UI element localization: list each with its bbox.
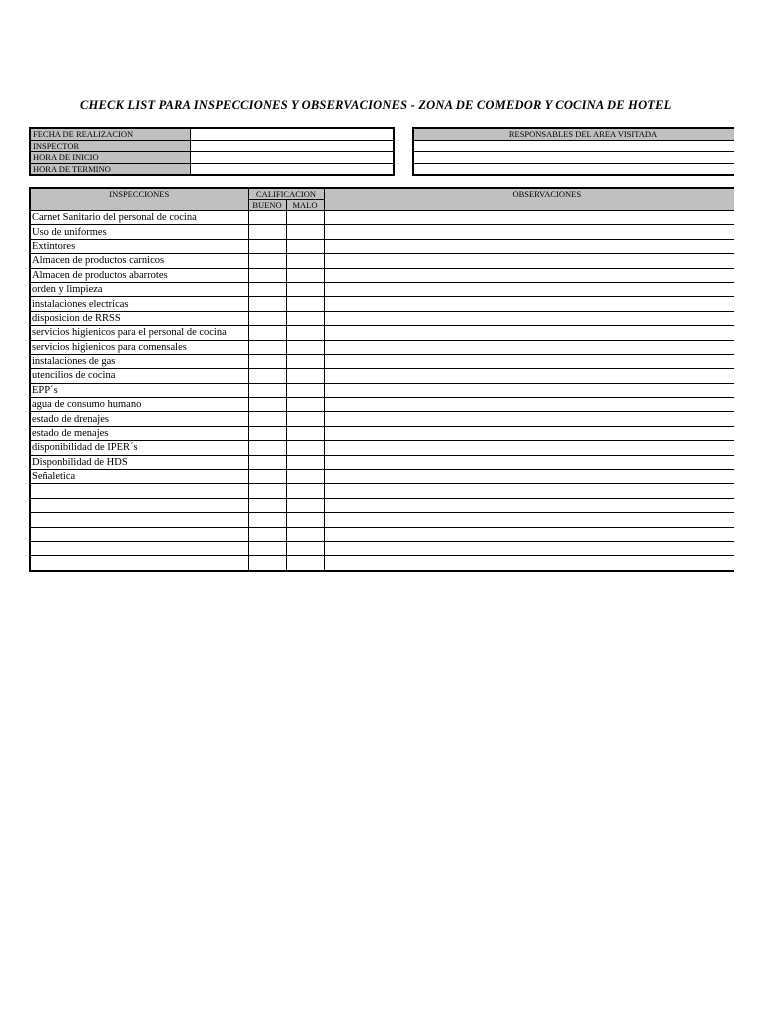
table-row xyxy=(30,556,768,571)
bueno-cell[interactable] xyxy=(248,513,286,527)
inspection-item xyxy=(30,484,248,498)
observaciones-cell[interactable] xyxy=(324,470,768,484)
table-row xyxy=(30,398,768,412)
malo-cell[interactable] xyxy=(286,541,324,555)
table-row xyxy=(30,340,768,354)
info-row xyxy=(30,140,394,152)
malo-cell[interactable] xyxy=(286,513,324,527)
inspection-item: Señaletica xyxy=(30,470,248,484)
table-row xyxy=(30,383,768,397)
info-label: HORA DE INICIO xyxy=(30,152,191,164)
observaciones-cell[interactable] xyxy=(324,498,768,512)
inspection-item: utencilios de cocina xyxy=(30,369,248,383)
table-row xyxy=(30,513,768,527)
page-title: CHECK LIST PARA INSPECCIONES Y OBSERVACIONES - ZONA DE COMEDOR Y COCINA DE HOTEL xyxy=(80,98,672,112)
inspection-item: Almacen de productos abarrotes xyxy=(30,268,248,282)
table-row xyxy=(30,354,768,368)
observaciones-cell[interactable] xyxy=(324,211,768,225)
observaciones-cell[interactable] xyxy=(324,311,768,325)
observaciones-cell[interactable] xyxy=(324,412,768,426)
table-row xyxy=(30,369,768,383)
header-malo: MALO xyxy=(286,200,324,211)
table-row xyxy=(30,225,768,239)
bueno-cell[interactable] xyxy=(248,297,286,311)
inspection-item xyxy=(30,498,248,512)
observaciones-cell[interactable] xyxy=(324,239,768,253)
observaciones-cell[interactable] xyxy=(324,225,768,239)
malo-cell[interactable] xyxy=(286,326,324,340)
inspection-item: Almacen de productos carnicos xyxy=(30,254,248,268)
observaciones-cell[interactable] xyxy=(324,326,768,340)
info-label: HORA DE TERMINO xyxy=(30,163,191,175)
table-row xyxy=(30,239,768,253)
malo-cell[interactable] xyxy=(286,297,324,311)
inspection-item: instalaciones electricas xyxy=(30,297,248,311)
info-value-field[interactable] xyxy=(191,140,395,152)
bueno-cell[interactable] xyxy=(248,498,286,512)
table-row xyxy=(30,211,768,225)
bueno-cell[interactable] xyxy=(248,326,286,340)
observaciones-cell[interactable] xyxy=(324,369,768,383)
observaciones-cell[interactable] xyxy=(324,426,768,440)
info-value-field[interactable] xyxy=(191,163,395,175)
table-row xyxy=(30,527,768,541)
header-inspecciones: INSPECCIONES xyxy=(30,188,248,211)
observaciones-cell[interactable] xyxy=(324,527,768,541)
inspection-item: Carnet Sanitario del personal de cocina xyxy=(30,211,248,225)
table-row xyxy=(30,484,768,498)
info-row xyxy=(30,128,394,140)
bueno-cell[interactable] xyxy=(248,340,286,354)
malo-cell[interactable] xyxy=(286,441,324,455)
observaciones-cell[interactable] xyxy=(324,556,768,571)
malo-cell[interactable] xyxy=(286,383,324,397)
malo-cell[interactable] xyxy=(286,239,324,253)
bueno-cell[interactable] xyxy=(248,412,286,426)
table-row xyxy=(30,498,768,512)
observaciones-cell[interactable] xyxy=(324,398,768,412)
inspection-item: estado de menajes xyxy=(30,426,248,440)
header-calificacion: CALIFICACION xyxy=(248,188,324,200)
bueno-cell[interactable] xyxy=(248,527,286,541)
malo-cell[interactable] xyxy=(286,426,324,440)
info-value-field[interactable] xyxy=(191,128,395,140)
observaciones-cell[interactable] xyxy=(324,297,768,311)
table-row xyxy=(30,412,768,426)
bueno-cell[interactable] xyxy=(248,426,286,440)
info-label: FECHA DE REALIZACION xyxy=(30,128,191,140)
inspection-item: servicios higienicos para el personal de cocina xyxy=(30,326,248,340)
responsable-field[interactable] xyxy=(413,140,752,152)
page-edge-crop xyxy=(734,0,768,1024)
inspection-item: orden y limpieza xyxy=(30,282,248,296)
bueno-cell[interactable] xyxy=(248,254,286,268)
bueno-cell[interactable] xyxy=(248,268,286,282)
inspection-item: disposicion de RRSS xyxy=(30,311,248,325)
bueno-cell[interactable] xyxy=(248,484,286,498)
malo-cell[interactable] xyxy=(286,225,324,239)
responsables-table xyxy=(412,127,752,176)
table-row xyxy=(30,470,768,484)
bueno-cell[interactable] xyxy=(248,398,286,412)
malo-cell[interactable] xyxy=(286,369,324,383)
bueno-cell[interactable] xyxy=(248,441,286,455)
inspection-item xyxy=(30,541,248,555)
table-row xyxy=(30,441,768,455)
observaciones-cell[interactable] xyxy=(324,441,768,455)
inspection-item: estado de drenajes xyxy=(30,412,248,426)
responsable-field[interactable] xyxy=(413,163,752,175)
malo-cell[interactable] xyxy=(286,311,324,325)
inspection-item: Uso de uniformes xyxy=(30,225,248,239)
info-row xyxy=(30,152,394,164)
table-row xyxy=(30,268,768,282)
malo-cell[interactable] xyxy=(286,556,324,571)
info-label: INSPECTOR xyxy=(30,140,191,152)
responsable-field[interactable] xyxy=(413,152,752,164)
observaciones-cell[interactable] xyxy=(324,268,768,282)
inspection-item xyxy=(30,556,248,571)
header-observaciones: OBSERVACIONES xyxy=(324,188,768,211)
inspection-item xyxy=(30,513,248,527)
info-value-field[interactable] xyxy=(191,152,395,164)
observaciones-cell[interactable] xyxy=(324,455,768,469)
malo-cell[interactable] xyxy=(286,455,324,469)
table-row xyxy=(30,541,768,555)
inspection-item xyxy=(30,527,248,541)
malo-cell[interactable] xyxy=(286,470,324,484)
observaciones-cell[interactable] xyxy=(324,541,768,555)
observaciones-cell[interactable] xyxy=(324,254,768,268)
bueno-cell[interactable] xyxy=(248,239,286,253)
malo-cell[interactable] xyxy=(286,398,324,412)
observaciones-cell[interactable] xyxy=(324,340,768,354)
observaciones-cell[interactable] xyxy=(324,383,768,397)
malo-cell[interactable] xyxy=(286,282,324,296)
responsables-header: RESPONSABLES DEL AREA VISITADA xyxy=(413,128,752,140)
bueno-cell[interactable] xyxy=(248,541,286,555)
inspection-item: agua de consumo humano xyxy=(30,398,248,412)
inspection-item: servicios higienicos para comensales xyxy=(30,340,248,354)
table-row xyxy=(30,254,768,268)
inspection-item: Disponbilidad de HDS xyxy=(30,455,248,469)
observaciones-cell[interactable] xyxy=(324,513,768,527)
observaciones-cell[interactable] xyxy=(324,354,768,368)
bueno-cell[interactable] xyxy=(248,211,286,225)
table-row xyxy=(30,426,768,440)
inspection-item: Extintores xyxy=(30,239,248,253)
table-row xyxy=(30,455,768,469)
inspection-table xyxy=(29,187,768,572)
inspection-item: EPP´s xyxy=(30,383,248,397)
malo-cell[interactable] xyxy=(286,484,324,498)
bueno-cell[interactable] xyxy=(248,225,286,239)
bueno-cell[interactable] xyxy=(248,311,286,325)
table-row xyxy=(30,297,768,311)
bueno-cell[interactable] xyxy=(248,470,286,484)
malo-cell[interactable] xyxy=(286,340,324,354)
inspection-item: instalaciones de gas xyxy=(30,354,248,368)
malo-cell[interactable] xyxy=(286,527,324,541)
malo-cell[interactable] xyxy=(286,498,324,512)
table-row xyxy=(30,326,768,340)
info-row xyxy=(30,163,394,175)
malo-cell[interactable] xyxy=(286,268,324,282)
header-bueno: BUENO xyxy=(248,200,286,211)
bueno-cell[interactable] xyxy=(248,556,286,571)
malo-cell[interactable] xyxy=(286,412,324,426)
malo-cell[interactable] xyxy=(286,211,324,225)
table-row xyxy=(30,282,768,296)
observaciones-cell[interactable] xyxy=(324,282,768,296)
bueno-cell[interactable] xyxy=(248,282,286,296)
bueno-cell[interactable] xyxy=(248,455,286,469)
bueno-cell[interactable] xyxy=(248,369,286,383)
inspection-item: disponibilidad de IPER´s xyxy=(30,441,248,455)
bueno-cell[interactable] xyxy=(248,354,286,368)
info-table xyxy=(29,127,395,176)
malo-cell[interactable] xyxy=(286,354,324,368)
observaciones-cell[interactable] xyxy=(324,484,768,498)
table-row xyxy=(30,311,768,325)
malo-cell[interactable] xyxy=(286,254,324,268)
bueno-cell[interactable] xyxy=(248,383,286,397)
